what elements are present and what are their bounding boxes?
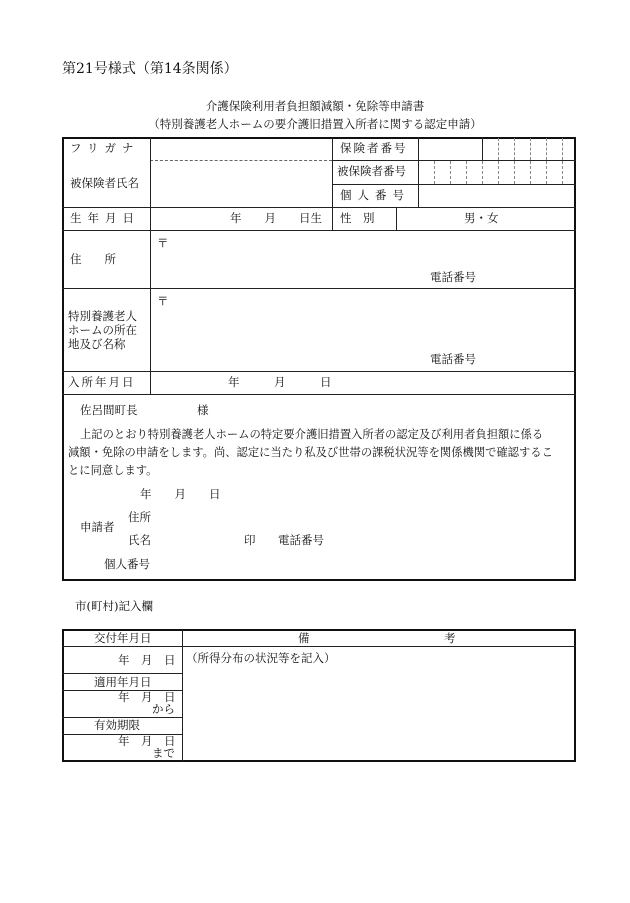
seal-label: 印 bbox=[244, 533, 256, 547]
form-title: 介護保険利用者負担額減額・免除等申請書 bbox=[205, 99, 425, 113]
sex-label: 性 別 bbox=[340, 211, 375, 225]
apply-date-value: 年 月 日 bbox=[118, 690, 176, 704]
insurer-number-label: 保険者番号 bbox=[340, 141, 408, 155]
honorific: 様 bbox=[197, 403, 209, 417]
applicant-name-label: 氏名 bbox=[128, 533, 151, 547]
birthdate-label: 生年月日 bbox=[70, 211, 140, 225]
admission-date-label: 入所年月日 bbox=[68, 375, 136, 389]
phone-label: 電話番号 bbox=[430, 270, 476, 284]
apply-date-label: 適用年月日 bbox=[94, 675, 152, 689]
applicant-personal-number-label: 個人番号 bbox=[104, 557, 150, 571]
personal-number-label: 個人番号 bbox=[340, 188, 410, 202]
form-number: 第21号様式（第14条関係） bbox=[62, 61, 238, 77]
remarks-note: （所得分布の状況等を記入） bbox=[186, 651, 336, 665]
facility-label-line3: 地及び名称 bbox=[68, 337, 126, 351]
furigana-label: フリガナ bbox=[70, 141, 140, 155]
applicant-phone-label: 電話番号 bbox=[278, 533, 324, 547]
address-label: 住 所 bbox=[70, 252, 116, 266]
declaration-line1: 上記のとおり特別養護老人ホームの特定要介護旧措置入所者の認定及び利用者負担額に係る bbox=[80, 428, 544, 441]
valid-period-label: 有効期限 bbox=[94, 718, 140, 732]
issue-date-label: 交付年月日 bbox=[94, 631, 152, 645]
issue-date-value: 年 月 日 bbox=[118, 653, 176, 667]
sex-value: 男・女 bbox=[464, 211, 499, 225]
from-label: から bbox=[152, 702, 175, 716]
facility-label-line2: ホームの所在 bbox=[68, 323, 137, 337]
postal-mark: 〒 bbox=[157, 236, 169, 250]
insured-name-label: 被保険者氏名 bbox=[70, 176, 139, 190]
facility-label-line1: 特別養護老人 bbox=[68, 309, 137, 323]
declaration-date: 年 月 日 bbox=[140, 487, 221, 501]
facility-phone-label: 電話番号 bbox=[430, 352, 476, 366]
facility-postal-mark: 〒 bbox=[157, 294, 169, 308]
birthdate-value: 年 月 日生 bbox=[230, 211, 322, 225]
applicant-label: 申請者 bbox=[80, 520, 115, 534]
form-subtitle: （特別養護老人ホームの要介護旧措置入所者に関する認定申請） bbox=[148, 117, 482, 131]
declaration-line2: 減額・免除の申請をします。尚、認定に当たり私及び世帯の課税状況等を関係機関で確認するこ bbox=[68, 446, 553, 459]
applicant-address-label: 住所 bbox=[128, 510, 151, 524]
admission-date-value: 年 月 日 bbox=[228, 375, 332, 389]
remarks-label-b: 考 bbox=[444, 631, 456, 645]
addressee: 佐呂間町長 bbox=[80, 403, 138, 417]
office-section-heading: 市(町村)記入欄 bbox=[75, 599, 153, 613]
insured-number-label: 被保険者番号 bbox=[337, 164, 406, 178]
valid-date-value: 年 月 日 bbox=[118, 734, 176, 748]
declaration-line3: とに同意します。 bbox=[68, 464, 158, 477]
remarks-label-a: 備 bbox=[298, 631, 310, 645]
until-label: まで bbox=[152, 746, 175, 760]
